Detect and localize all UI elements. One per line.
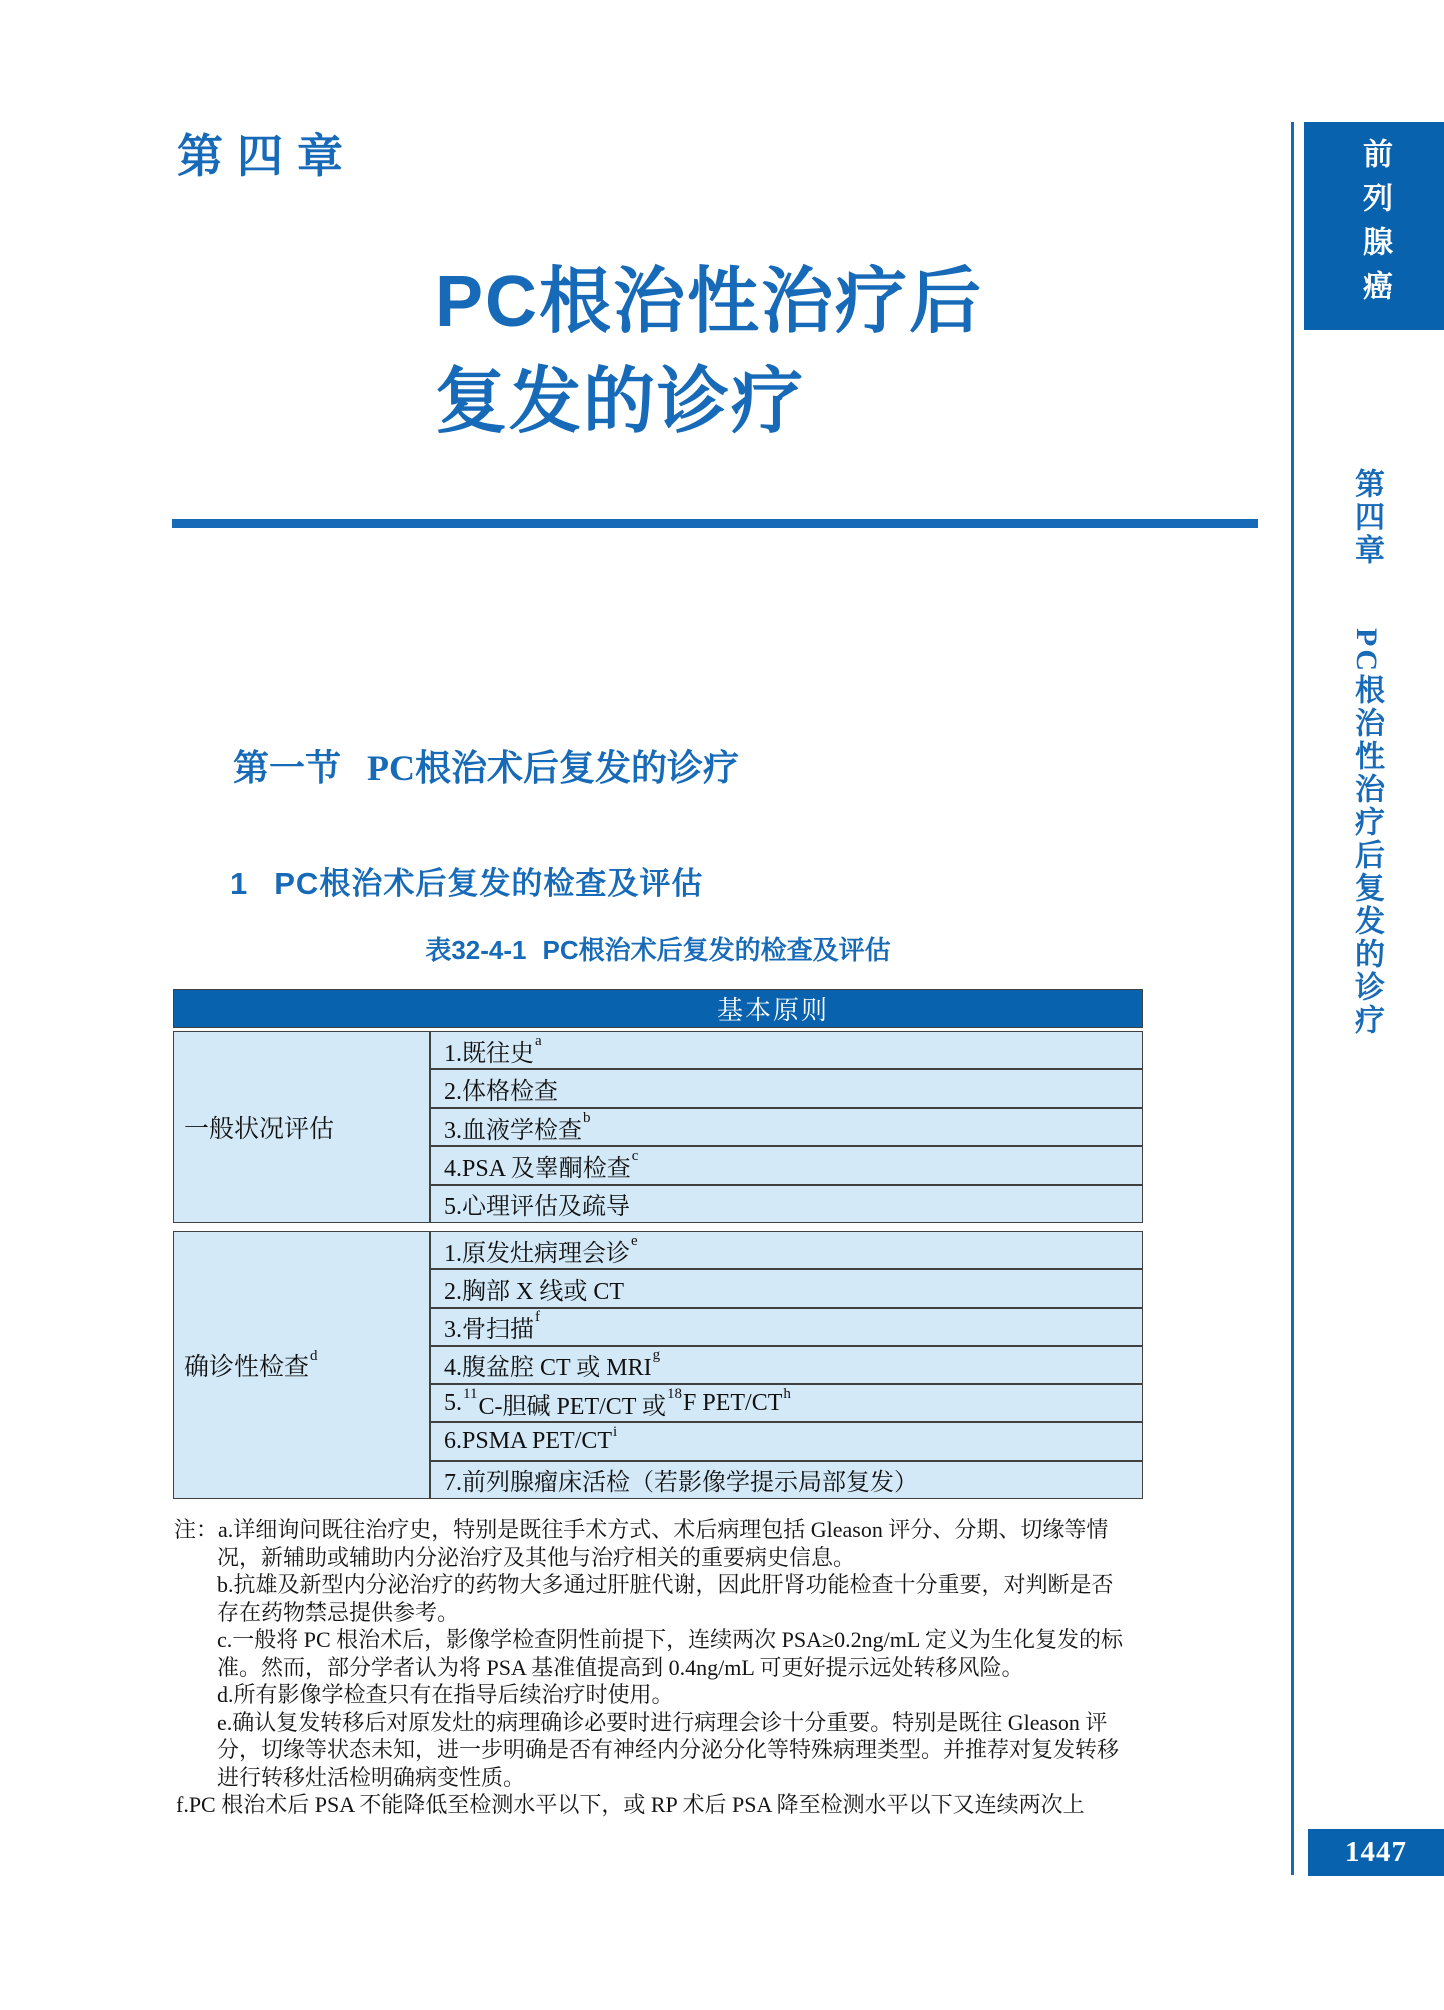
table-row: 1.既往史 a	[431, 1032, 1142, 1070]
note-line: 况，新辅助或辅助内分泌治疗及其他与治疗相关的重要病史信息。	[217, 1544, 856, 1570]
note-line: d.所有影像学检查只有在指导后续治疗时使用。	[217, 1682, 674, 1707]
page-number: 1447	[1345, 1836, 1407, 1868]
chapter-title-line2: 复发的诊疗	[435, 362, 806, 442]
note-line: f.PC 根治术后 PSA 不能降低至检测水平以下，或 RP 术后 PSA 降至检测水平以下又连续两次上	[176, 1792, 1085, 1817]
table-group	[173, 1231, 1143, 1499]
assessment-table	[173, 989, 1143, 1499]
superscript-note-marker: 11	[463, 1385, 478, 1402]
table-row: 3.骨扫描 f	[431, 1309, 1142, 1347]
superscript-note-marker: d	[310, 1347, 318, 1364]
chapter-title-line1: PC根治性治疗后	[435, 262, 984, 342]
sidebar-tab-label: 前列腺癌	[1358, 138, 1391, 314]
table-row: 3.血液学检查 b	[431, 1109, 1142, 1147]
sidebar-chapter-title: PC根治性治疗后复发的诊疗	[1350, 628, 1383, 1037]
table-row: 1.原发灶病理会诊 e	[431, 1232, 1142, 1270]
table-notes	[174, 1516, 1123, 1819]
superscript-note-marker: e	[631, 1232, 638, 1249]
table-row: 7.前列腺瘤床活检（若影像学提示局部复发）	[444, 1470, 918, 1497]
superscript-note-marker: g	[652, 1347, 661, 1364]
note-line: 存在药物禁忌提供参考。	[217, 1599, 460, 1625]
title-divider-bar	[172, 519, 1258, 528]
table-caption	[173, 930, 1143, 967]
table-caption-number: 表32-4-1	[425, 935, 527, 965]
subsection-heading	[230, 858, 703, 903]
table-caption-text: PC根治术后复发的检查及评估	[542, 935, 891, 965]
sidebar-chapter-label: 第四章	[1350, 468, 1383, 567]
note-line: 准。然而，部分学者认为将 PSA 基准值提高到 0.4ng/mL 可更好提示远处转移风险。	[217, 1654, 1024, 1680]
table-row: 5.心理评估及疏导	[444, 1194, 630, 1221]
chapter-label: 第四章	[177, 130, 357, 182]
notes-prefix: 注：	[174, 1517, 219, 1542]
table-row: 6.PSMA PET/CT i	[431, 1423, 1142, 1461]
superscript-note-marker: 18	[667, 1385, 683, 1402]
superscript-note-marker: f	[535, 1309, 540, 1326]
superscript-note-marker: b	[583, 1109, 591, 1126]
section-heading	[233, 740, 739, 791]
subsection-text: PC根治术后复发的检查及评估	[274, 866, 704, 901]
table-row: 4.腹盆腔 CT 或 MRI g	[431, 1347, 1142, 1385]
table-group-label: 确诊性检查 d	[174, 1232, 431, 1498]
table-group-gap	[173, 1223, 1143, 1231]
note-line: e.确认复发转移后对原发灶的病理确诊必要时进行病理会诊十分重要。特别是既往 Gleason 评	[217, 1709, 1108, 1735]
section-heading-text: PC根治术后复发的诊疗	[367, 748, 740, 788]
table-row: 2.胸部 X 线或 CT	[431, 1270, 1142, 1308]
table-header-label: 基本原则	[716, 995, 829, 1025]
superscript-note-marker: c	[631, 1147, 639, 1164]
note-line: 分，切缘等状态未知，进一步明确是否有神经内分泌分化等特殊病理类型。并推荐对复发转移	[217, 1737, 1120, 1762]
sidebar-rule	[1291, 122, 1294, 1875]
table-row: 2.体格检查	[431, 1070, 1142, 1108]
note-line: b.抗雄及新型内分泌治疗的药物大多通过肝脏代谢，因此肝肾功能检查十分重要，对判断是否	[217, 1572, 1114, 1597]
superscript-note-marker: a	[535, 1032, 542, 1049]
table-group-rows	[431, 1032, 1142, 1222]
table-row: 4.PSA 及睾酮检查 c	[431, 1147, 1142, 1185]
table-body	[173, 1031, 1143, 1499]
table-group-label: 一般状况评估	[174, 1032, 431, 1222]
section-heading-number: 第一节	[233, 748, 342, 788]
page-number-badge	[1308, 1829, 1444, 1876]
note-line: c.一般将 PC 根治术后，影像学检查阴性前提下，连续两次 PSA≥0.2ng/mL 定义为生化复发的标	[217, 1627, 1123, 1652]
table-group	[173, 1031, 1143, 1223]
superscript-note-marker: i	[613, 1424, 618, 1441]
table-group-rows	[431, 1232, 1142, 1498]
table-row: 5. 11 C-胆碱 PET/CT 或 18 F PET/CT h	[431, 1385, 1142, 1423]
superscript-note-marker: h	[783, 1385, 791, 1402]
sidebar-tab	[1304, 122, 1444, 330]
table-header-row	[173, 989, 1143, 1028]
chapter-title	[435, 252, 983, 452]
subsection-number: 1	[230, 866, 249, 901]
note-line: 注：a.详细询问既往治疗史，特别是既往手术方式、术后病理包括 Gleason 评分、分期、切缘等情	[174, 1517, 1109, 1542]
note-line: 进行转移灶活检明确病变性质。	[217, 1764, 526, 1790]
